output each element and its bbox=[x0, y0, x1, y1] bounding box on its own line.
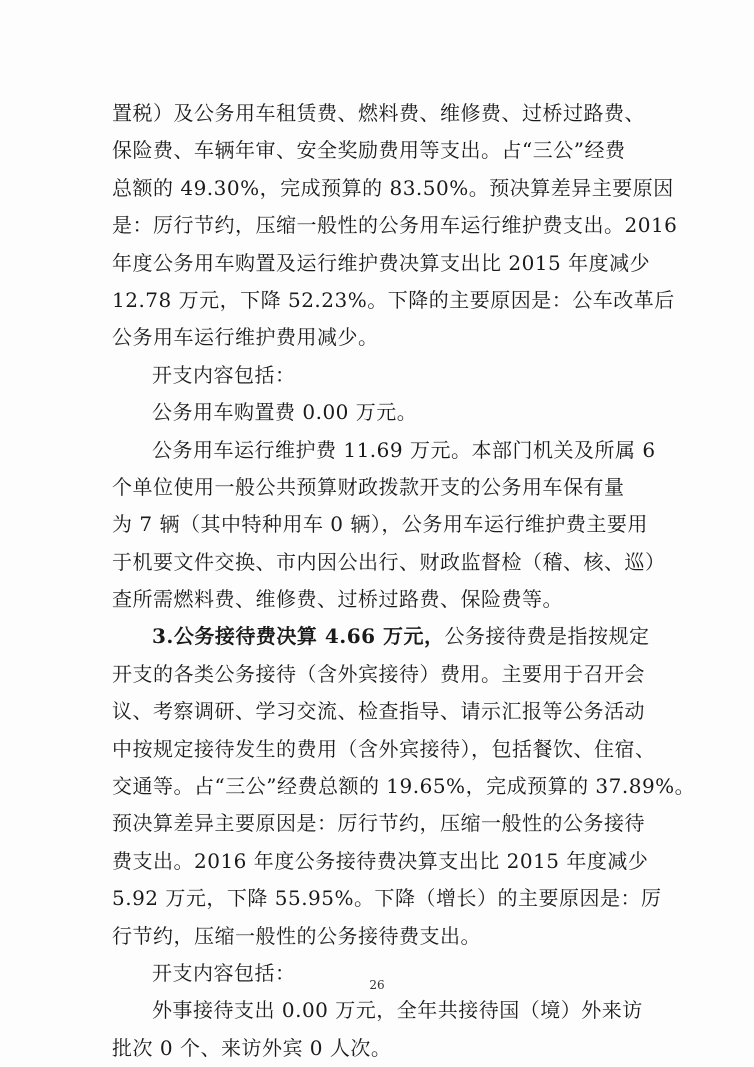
line-text: 12.78 万元，下降 52.23%。下降的主要原因是：公车改革后 bbox=[112, 287, 675, 312]
body-text bbox=[112, 95, 696, 1067]
text-line bbox=[112, 170, 674, 207]
line-text: 议、考察调研、学习交流、检查指导、请示汇报等公务活动 bbox=[112, 699, 645, 724]
line-text: 开支内容包括： bbox=[152, 362, 296, 387]
text-line bbox=[112, 918, 642, 955]
line-text: 为 7 辆（其中特种用车 0 辆），公务用车运行维护费主要用 bbox=[112, 512, 648, 537]
line-text: 批次 0 个、来访外宾 0 人次。 bbox=[112, 1035, 392, 1060]
line-text: 开支内容包括： bbox=[152, 960, 296, 985]
line-text: 5.92 万元，下降 55.95%。下降（增长）的主要原因是：厉 bbox=[112, 886, 662, 911]
text-line bbox=[112, 992, 642, 1029]
text-line bbox=[112, 656, 645, 693]
text-line bbox=[112, 731, 656, 768]
line-text: 开支的各类公务接待（含外宾接待）费用。主要用于召开会 bbox=[112, 661, 645, 686]
line-text: 公务用车运行维护费用减少。 bbox=[112, 325, 379, 350]
line-text: 总额的 49.30%，完成预算的 83.50%。预决算差异主要原因 bbox=[112, 175, 674, 200]
line-text: 费支出。2016 年度公务接待费决算支出比 2015 年度减少 bbox=[112, 848, 649, 873]
text-line bbox=[112, 805, 645, 842]
line-text: 外事接待支出 0.00 万元，全年共接待国（境）外来访 bbox=[152, 998, 643, 1023]
text-line bbox=[112, 357, 642, 394]
line-text: 个单位使用一般公共预算财政拨款开支的公务用车保有量 bbox=[112, 474, 625, 499]
text-line bbox=[112, 132, 642, 169]
line-text: 于机要文件交换、市内因公出行、财政监督检（稽、核、巡） bbox=[112, 549, 666, 574]
text-line bbox=[112, 880, 662, 917]
text-line bbox=[112, 1030, 642, 1067]
text-line bbox=[112, 394, 642, 431]
text-line bbox=[112, 506, 648, 543]
line-text: 公务接待费是指按规定 bbox=[444, 624, 650, 649]
line-text: 交通等。占“三公”经费总额的 19.65%，完成预算的 37.89%。 bbox=[112, 774, 696, 799]
text-line bbox=[112, 618, 650, 655]
text-line bbox=[112, 245, 651, 282]
line-text: 置税）及公务用车租赁费、燃料费、维修费、过桥过路费、 bbox=[112, 101, 645, 125]
text-line bbox=[112, 319, 642, 356]
text-line bbox=[112, 95, 645, 132]
text-line bbox=[112, 469, 642, 506]
line-text: 保险费、车辆年审、安全奖励费用等支出。占“三公”经费 bbox=[112, 138, 626, 163]
text-line bbox=[112, 282, 675, 319]
line-text: 中按规定接待发生的费用（含外宾接待），包括餐饮、住宿、 bbox=[112, 736, 656, 761]
line-text: 是：厉行节约，压缩一般性的公务用车运行维护费支出。2016 bbox=[112, 213, 678, 238]
text-line bbox=[112, 207, 678, 244]
text-line bbox=[112, 693, 645, 730]
page-number: 26 bbox=[369, 978, 385, 992]
text-line bbox=[112, 768, 696, 805]
text-line bbox=[112, 581, 642, 618]
line-text: 预决算差异主要原因是：厉行节约，压缩一般性的公务接待 bbox=[112, 811, 645, 836]
line-text: 公务用车购置费 0.00 万元。 bbox=[152, 400, 418, 425]
text-line bbox=[112, 432, 656, 469]
line-text: 年度公务用车购置及运行维护费决算支出比 2015 年度减少 bbox=[112, 250, 651, 275]
line-text: 查所需燃料费、维修费、过桥过路费、保险费等。 bbox=[112, 587, 563, 612]
text-line bbox=[112, 843, 649, 880]
section-heading: 3.公务接待费决算 4.66 万元， bbox=[152, 624, 445, 649]
line-text: 行节约，压缩一般性的公务接待费支出。 bbox=[112, 923, 481, 948]
text-line bbox=[112, 544, 666, 581]
line-text: 公务用车运行维护费 11.69 万元。本部门机关及所属 6 bbox=[152, 437, 656, 462]
